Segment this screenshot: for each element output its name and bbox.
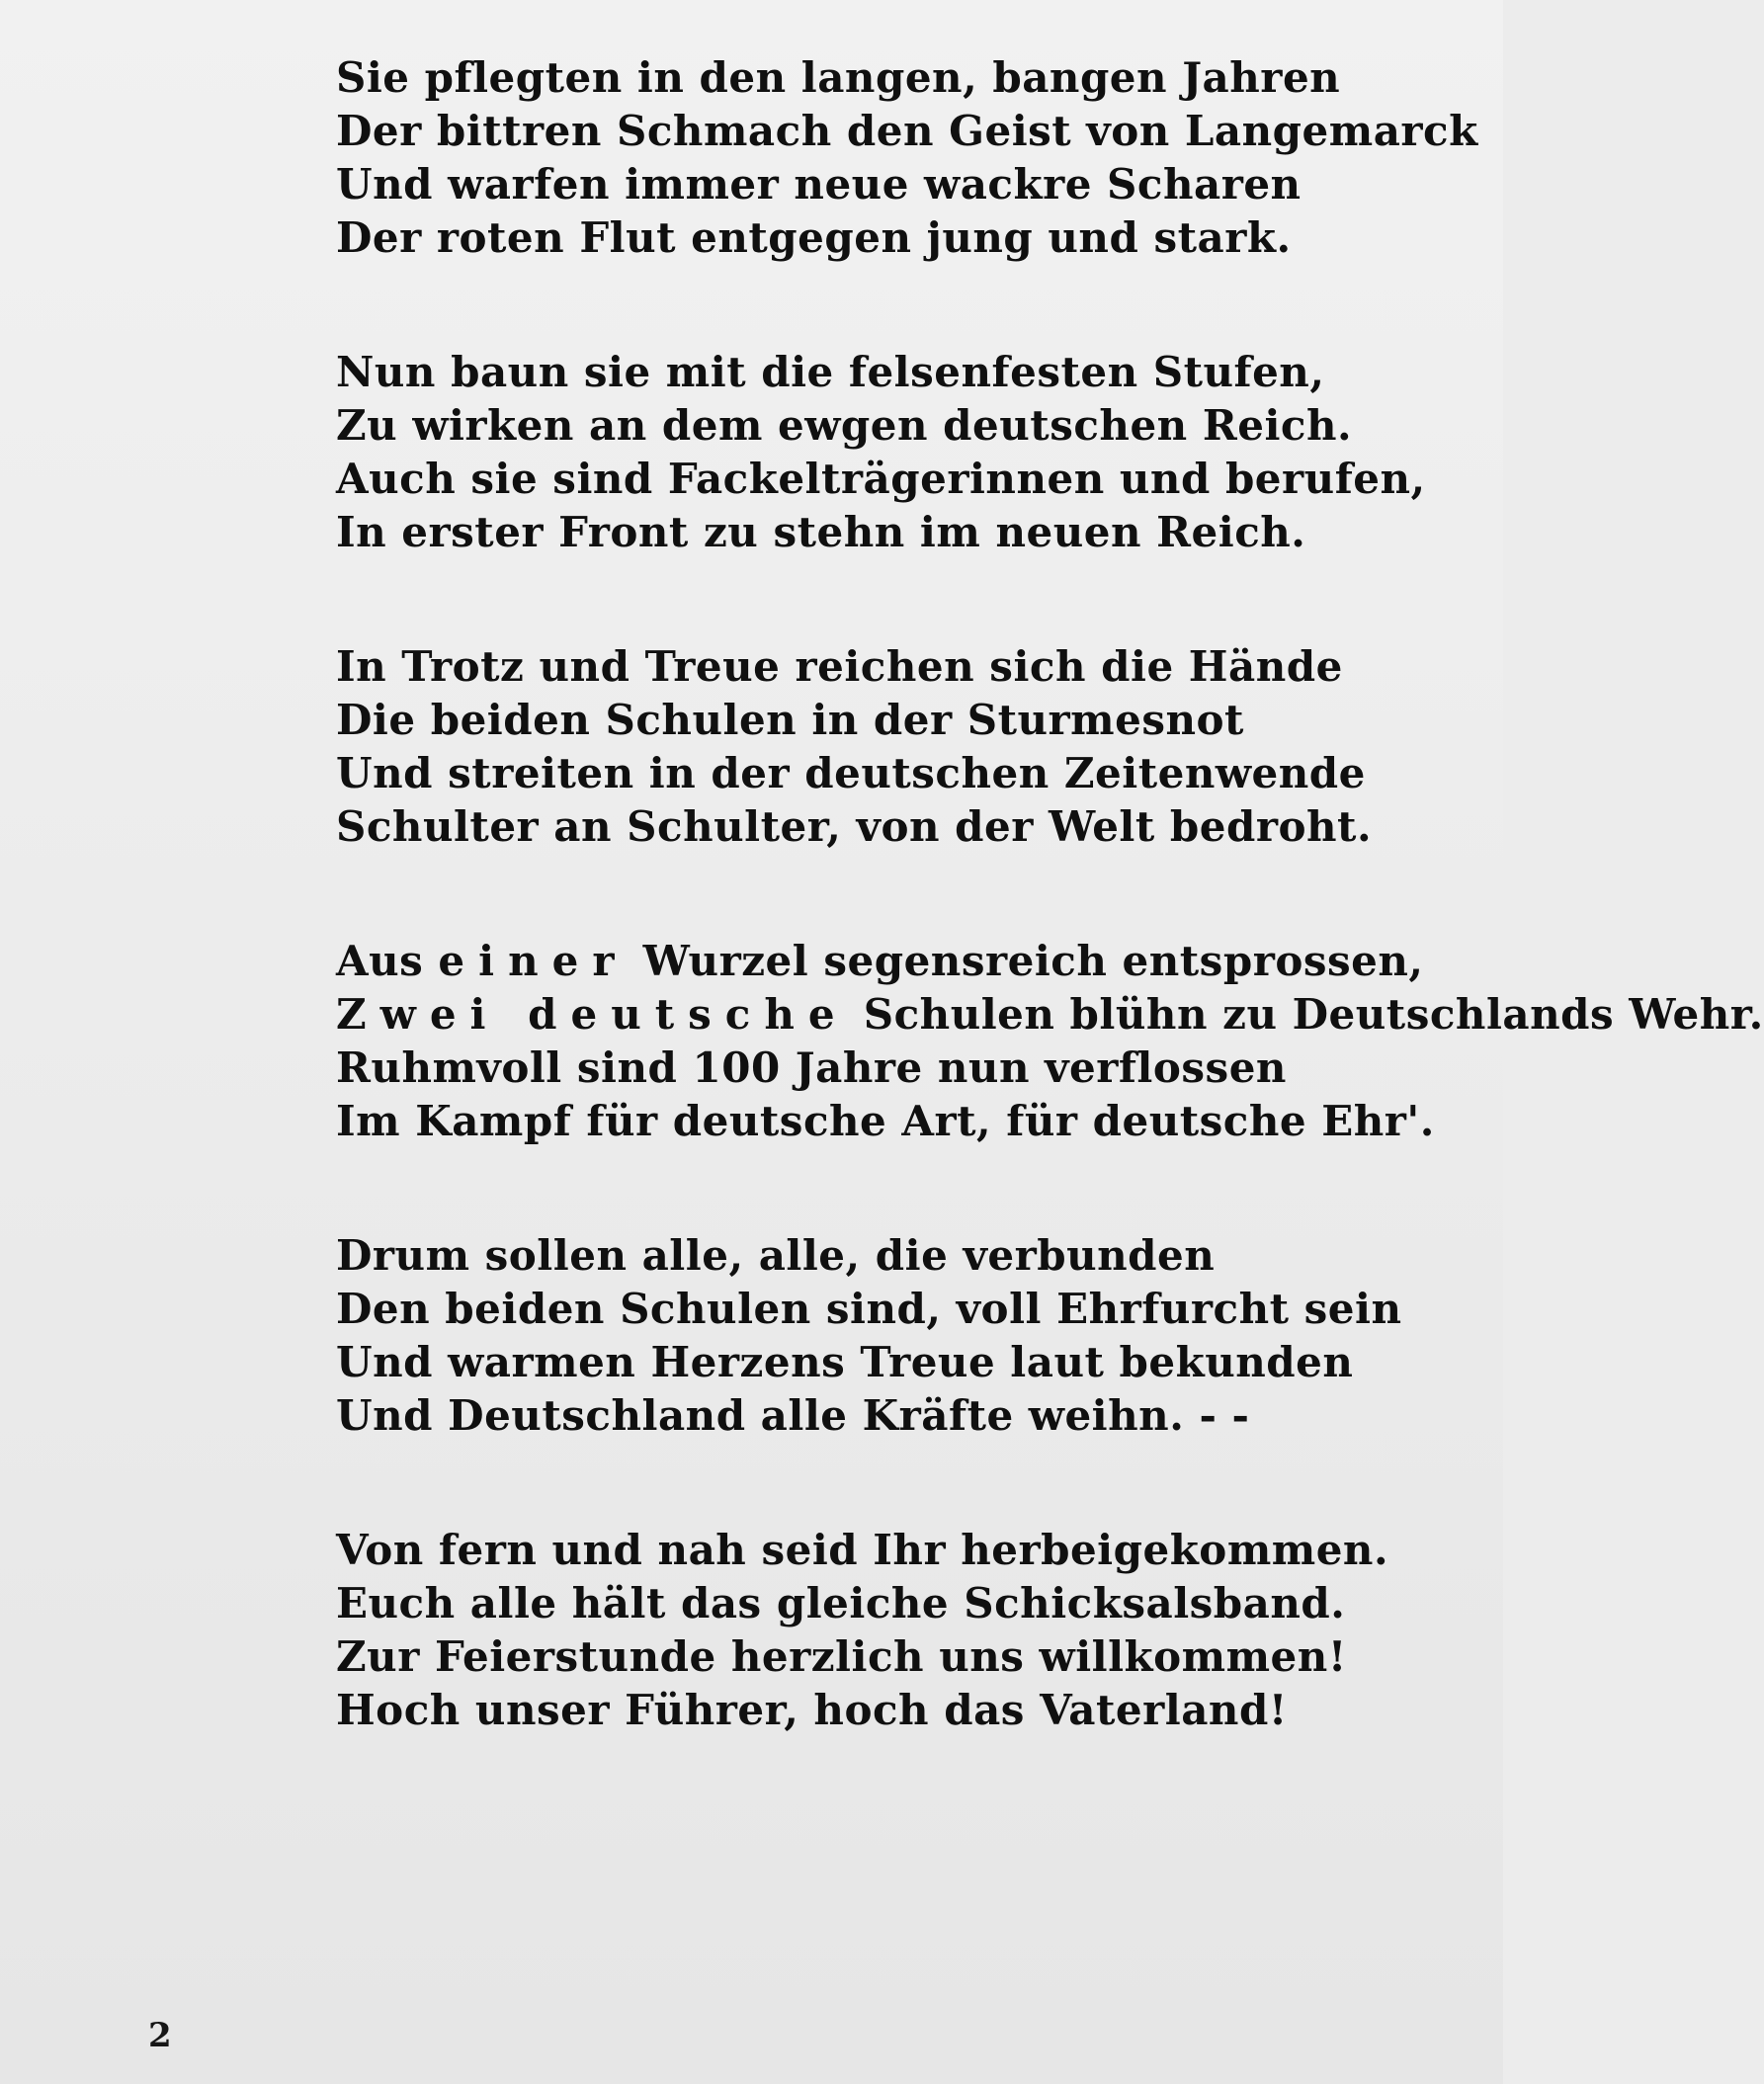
poem-line: Und Deutschland alle Kräfte weihn. - -: [336, 1391, 1250, 1440]
poem: [336, 51, 1764, 1737]
stanza-3: [336, 640, 1443, 854]
stanza-4: [336, 935, 1764, 1148]
poem-line: Sie pflegten in den langen, bangen Jahren: [336, 53, 1341, 102]
spaced-word: einer: [438, 937, 629, 985]
stanza-1: [336, 51, 1478, 265]
poem-line: Von fern und nah seid Ihr herbeigekommen.: [336, 1526, 1389, 1574]
poem-line: Und streiten in der deutschen Zeitenwende: [336, 749, 1366, 797]
spaced-word: Zwei deutsche: [336, 990, 849, 1039]
poem-line: Ruhmvoll sind 100 Jahre nun verflossen: [336, 1043, 1287, 1092]
line-text: Wurzel segensreich entsprossen,: [628, 937, 1424, 985]
poem-line: Drum sollen alle, alle, die verbunden: [336, 1231, 1216, 1280]
poem-line: Nun baun sie mit die felsenfesten Stufen,: [336, 348, 1325, 396]
poem-line: Schulter an Schulter, von der Welt bedroht.: [336, 802, 1373, 851]
poem-line: Der roten Flut entgegen jung und stark.: [336, 213, 1292, 262]
stanza-5: [336, 1229, 1443, 1443]
poem-line: Und warmen Herzens Treue laut bekunden: [336, 1338, 1354, 1386]
poem-line: Euch alle hält das gleiche Schicksalsband.: [336, 1579, 1346, 1627]
poem-line: Zu wirken an dem ewgen deutschen Reich.: [336, 401, 1353, 450]
poem-line: In erster Front zu stehn im neuen Reich.: [336, 508, 1306, 556]
poem-line: Der bittren Schmach den Geist von Langemarck: [336, 107, 1478, 155]
poem-line: In Trotz und Treue reichen sich die Hände: [336, 642, 1343, 691]
poem-line: Zur Feierstunde herzlich uns willkommen!: [336, 1632, 1347, 1681]
stanza-6: [336, 1524, 1443, 1737]
page-number: 2: [148, 2016, 172, 2055]
stanza-2: [336, 346, 1443, 559]
poem-line: [336, 988, 1764, 1042]
poem-line: Im Kampf für deutsche Art, für deutsche Ehr'.: [336, 1097, 1435, 1145]
line-text: Aus: [336, 937, 439, 985]
poem-line: Den beiden Schulen sind, voll Ehrfurcht sein: [336, 1285, 1402, 1333]
poem-line: Auch sie sind Fackelträgerinnen und berufen,: [336, 455, 1426, 503]
poem-line: Hoch unser Führer, hoch das Vaterland!: [336, 1686, 1288, 1734]
line-text: Schulen blühn zu Deutschlands Wehr.: [848, 990, 1764, 1039]
poem-line: [336, 935, 1443, 988]
poem-line: Die beiden Schulen in der Sturmesnot: [336, 696, 1244, 744]
poem-line: Und warfen immer neue wackre Scharen: [336, 160, 1302, 208]
